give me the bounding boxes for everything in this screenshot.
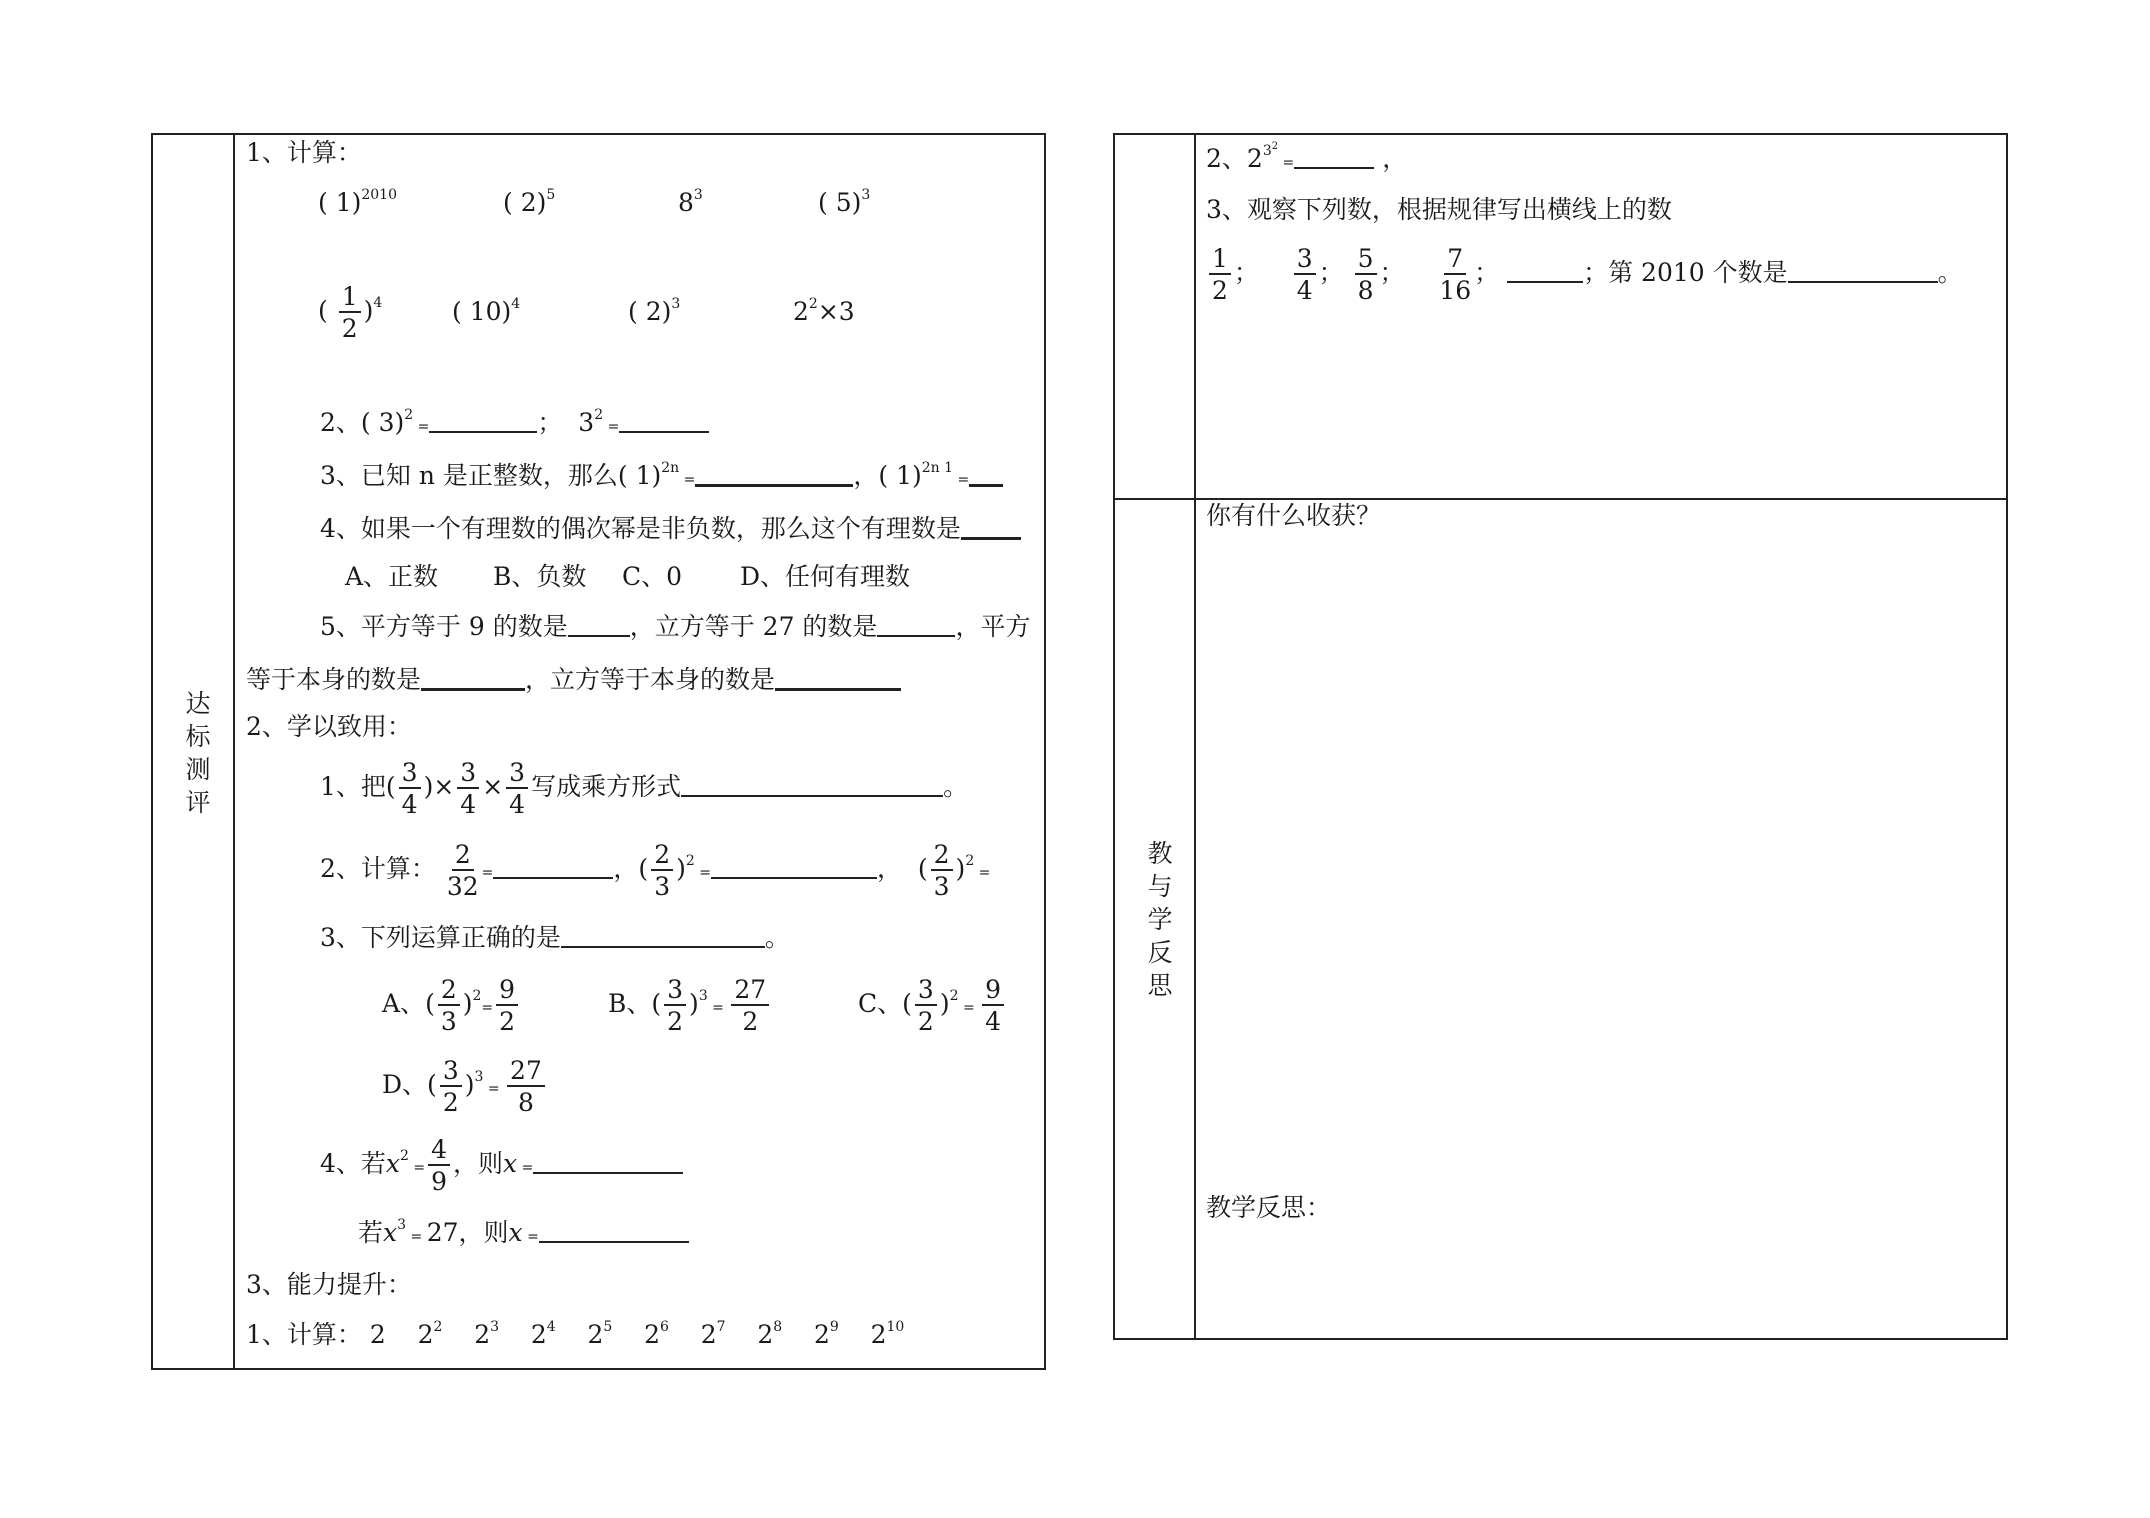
right-table-divider — [1194, 133, 1196, 1340]
gain-prompt: 你有什么收获？ — [1206, 501, 1382, 530]
reflection-label: 教与学反思 — [1144, 840, 1173, 1005]
q4-option-d: D、任何有理数 — [740, 562, 911, 591]
fraction: $\frac{3}{4}$ — [1294, 246, 1316, 303]
right-question-2: 2、$2^{3^2}$ = ， — [1206, 141, 1408, 173]
question-5-line1: 5、平方等于 9 的数是 ，立方等于 27 的数是 ，平方 — [320, 612, 1031, 641]
q4-option-c: C、0 — [622, 562, 683, 591]
teaching-reflection-label: 教学反思： — [1206, 1193, 1332, 1222]
question-3: 3、已知 n 是正整数，那么( 1)$^{2n}$ = ，( 1)$^{2n 1}$ = — [320, 463, 1003, 488]
question-2: 2、( 3)$^2$ = ； $3^2$ = — [320, 410, 709, 435]
question-5-line2: 等于本身的数是 ，立方等于本身的数是 — [246, 667, 901, 692]
fraction: $\frac{2}{32}$ — [446, 840, 479, 901]
apply-4-line1: 4、若$x^2$ = $\frac{4}{9}$ ，则x = — [320, 1137, 683, 1194]
fraction: $\frac{9}{2}$ — [496, 977, 518, 1034]
left-table-label: 达标测评 — [182, 690, 211, 822]
fraction: $\frac{3}{2}$ — [915, 977, 937, 1034]
fraction: $\frac{27}{8}$ — [507, 1058, 545, 1115]
calc-row1-item4: ( 5)$^3$ — [818, 187, 871, 217]
fraction: $\frac{3}{2}$ — [440, 1058, 462, 1115]
sequence-row: $\frac{1}{2}$ ； $\frac{3}{4}$ ； $\frac{5}{8}$ ； $\frac{7}{16}$ ； ；第 2010 个数是 。 — [1206, 246, 1963, 303]
fraction: $\frac{2}{3}$ — [931, 842, 953, 899]
question-4: 4、如果一个有理数的偶次幂是非负数，那么这个有理数是 — [320, 516, 1021, 541]
calc-row2-item1: ( $\frac{1}{2}$ )$^4$ — [318, 282, 383, 343]
power-sum-calc: 1、计算： 2 $2^2$ $2^3$ $2^4$ $2^5$ $2^6$ $2^7$ $2^8$ $2^9$ $2^{10}$ — [246, 1319, 905, 1349]
apply-3: 3、下列运算正确的是 。 — [320, 923, 790, 952]
q4-option-a: A、正数 — [345, 562, 439, 591]
fraction: $\frac{3}{2}$ — [664, 977, 686, 1034]
calc-row1-item1: ( 1)$^{2010}$ — [318, 187, 397, 217]
apply-3-option-c: C、( $\frac{3}{2}$ )$^2$ = $\frac{9}{4}$ — [858, 977, 1007, 1034]
apply-3-option-d: D、( $\frac{3}{2}$ )$^3$ = $\frac{27}{8}$ — [382, 1058, 548, 1115]
fraction: $\frac{2}{3}$ — [651, 842, 673, 899]
fraction: $\frac{4}{9}$ — [428, 1137, 450, 1194]
fraction: $\frac{3}{4}$ — [399, 760, 421, 817]
calc-row2-item3: ( 2)$^3$ — [628, 296, 681, 326]
right-table-row-divider — [1113, 498, 2008, 500]
section3-title: 3、能力提升： — [246, 1270, 412, 1299]
right-table — [1113, 133, 2008, 1340]
fraction: $\frac{7}{16}$ — [1439, 244, 1472, 305]
calc-row1-item2: ( 2)$^5$ — [503, 187, 556, 217]
fraction: $\frac{1}{2}$ — [1209, 246, 1231, 303]
apply-3-option-a: A、( $\frac{2}{3}$ )$^2$= $\frac{9}{2}$ — [382, 977, 521, 1034]
calc-row2-item2: ( 10)$^4$ — [452, 296, 521, 326]
apply-3-option-b: B、( $\frac{3}{2}$ )$^3$ = $\frac{27}{2}$ — [608, 977, 772, 1034]
calc-row1-item3: $8^3$ — [678, 187, 703, 217]
apply-4-line2: 若$x^3 = 27$，则x = — [358, 1220, 689, 1245]
fraction: $\frac{9}{4}$ — [982, 977, 1004, 1034]
q4-option-b: B、负数 — [493, 562, 587, 591]
right-question-3: 3、观察下列数，根据规律写出横线上的数 — [1206, 195, 1672, 224]
fraction: $\frac{2}{3}$ — [438, 977, 460, 1034]
apply-1: 1、把( $\frac{3}{4}$ )× $\frac{3}{4}$ × $\frac{3}{4}$ 写成乘方形式 。 — [320, 758, 969, 819]
fraction: $\frac{27}{2}$ — [731, 977, 769, 1034]
left-table-divider — [233, 133, 235, 1370]
fraction: $\frac{3}{4}$ — [457, 760, 479, 817]
apply-2: 2、计算： $\frac{2}{32}$ = ，( $\frac{2}{3}$ )$^2$ = ， ( $\frac{2}{3}$ )$^2$ = — [320, 840, 991, 901]
calc-row2-item4: $2^2\times 3$ — [793, 296, 855, 326]
fraction: $\frac{5}{8}$ — [1355, 246, 1377, 303]
section1-title: 1、计算： — [246, 138, 362, 167]
fraction: $\frac{1}{2}$ — [339, 284, 361, 341]
fraction: $\frac{3}{4}$ — [506, 760, 528, 817]
section2-title: 2、学以致用： — [246, 712, 412, 741]
